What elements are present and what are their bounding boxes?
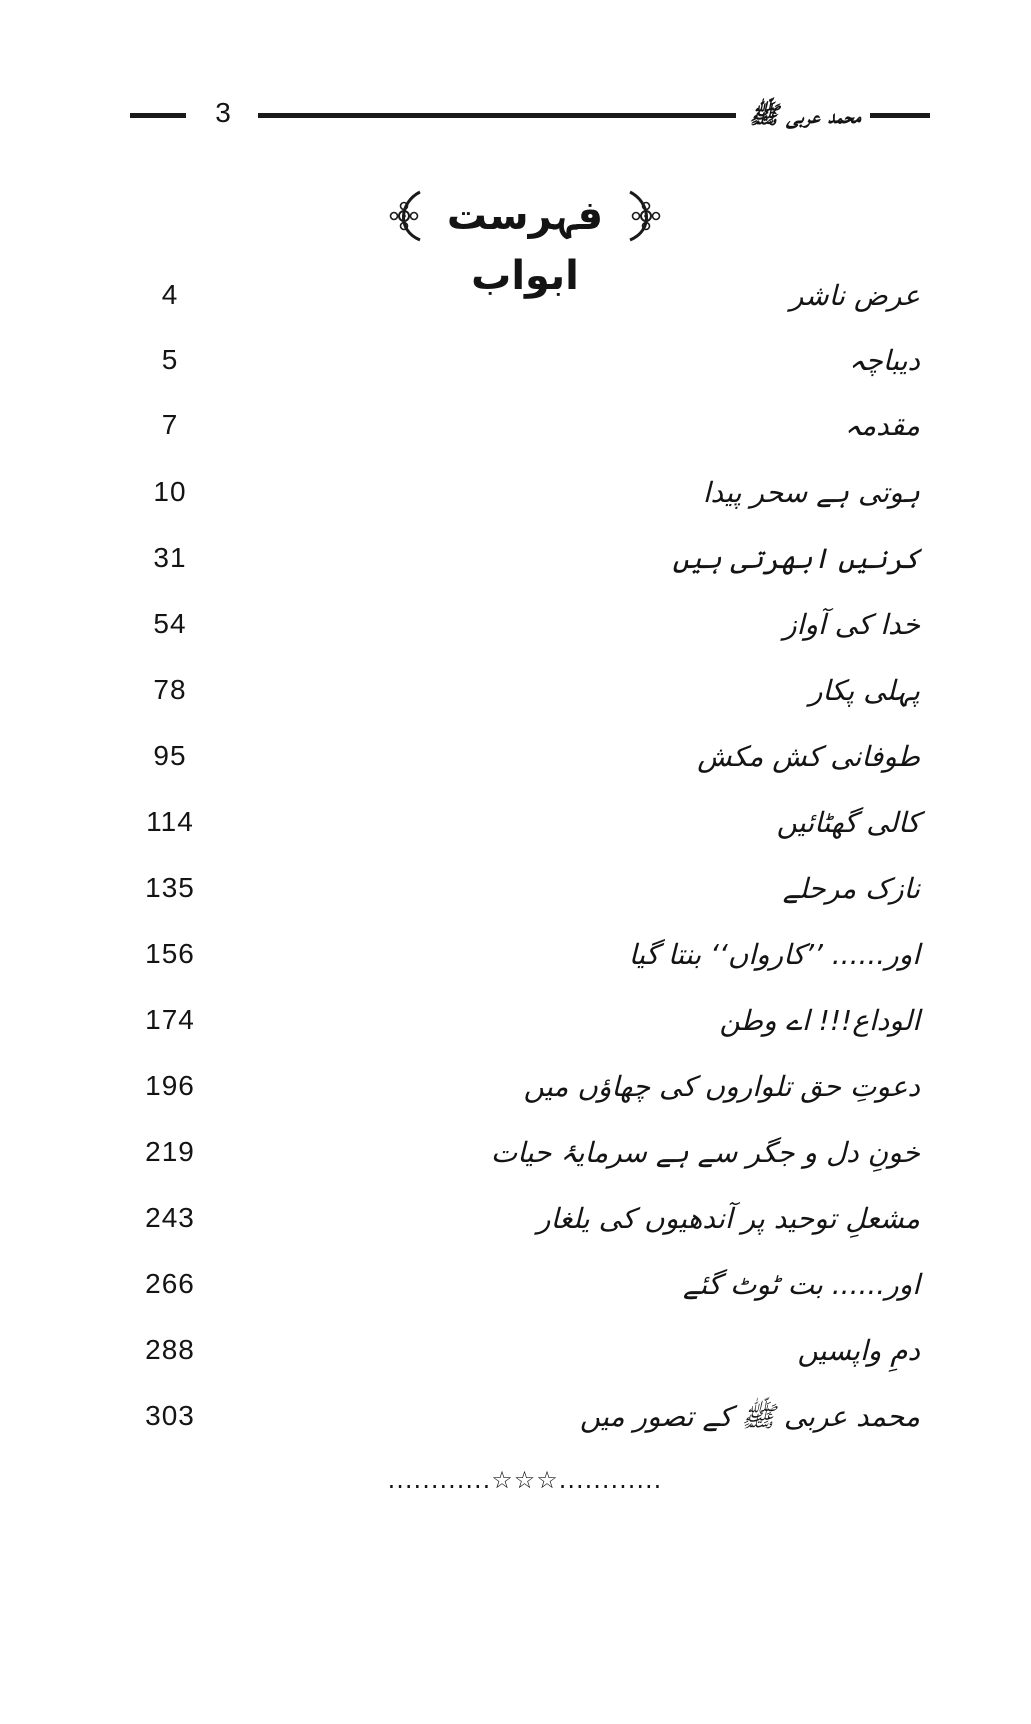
toc-chapter-title: خدا کی آواز bbox=[783, 608, 920, 641]
toc-chapter-title: اور...... بت ٹوٹ گئے bbox=[682, 1268, 920, 1301]
toc-chapter-title: نازک مرحلے bbox=[782, 872, 920, 905]
toc-page-number: 7 bbox=[161, 409, 179, 440]
toc-page-number: 78 bbox=[153, 674, 187, 705]
toc-page-number: 114 bbox=[146, 806, 194, 837]
toc-page-number: 5 bbox=[161, 344, 179, 375]
toc-page-number: 196 bbox=[145, 1070, 195, 1101]
toc-entry[interactable] bbox=[120, 1393, 920, 1443]
toc-chapter-title: محمد عربی ﷺ کے تصور میں bbox=[579, 1400, 920, 1433]
toc-entry[interactable] bbox=[120, 997, 920, 1047]
toc-entry[interactable] bbox=[120, 733, 920, 783]
toc-entry[interactable] bbox=[120, 601, 920, 651]
toc-entry[interactable] bbox=[120, 535, 920, 585]
toc-entry[interactable] bbox=[120, 469, 920, 519]
toc-chapter-title: خونِ دل و جگر سے ہے سرمایۂ حیات bbox=[490, 1136, 920, 1169]
toc-entry[interactable] bbox=[120, 272, 920, 322]
toc-entry[interactable] bbox=[120, 1195, 920, 1245]
page-number: 3 bbox=[215, 97, 231, 128]
toc-chapter-title: کرنیں ابھرتی ہیں bbox=[672, 542, 920, 575]
toc-page-number: 135 bbox=[145, 872, 195, 903]
toc-page-number: 288 bbox=[145, 1334, 195, 1365]
toc-page-number: 266 bbox=[145, 1268, 195, 1299]
toc-entry[interactable] bbox=[120, 337, 920, 387]
toc-chapter-title: مقدمہ bbox=[844, 409, 920, 442]
toc-entry[interactable] bbox=[120, 1261, 920, 1311]
toc-page-number: 10 bbox=[153, 476, 187, 507]
toc-chapter-title: دعوتِ حق تلواروں کی چھاؤں میں bbox=[523, 1070, 920, 1103]
footer-star-ornament: ............☆☆☆............ bbox=[387, 1466, 663, 1494]
toc-chapter-title: الوداع!!! اے وطن bbox=[719, 1004, 920, 1037]
toc-page-number: 4 bbox=[161, 279, 179, 310]
toc-chapter-title: اور...... ’’کارواں‘‘ بنتا گیا bbox=[628, 938, 920, 971]
toc-page-number: 54 bbox=[153, 608, 187, 639]
toc-page-number: 174 bbox=[145, 1004, 195, 1035]
toc-chapter-title: دمِ واپسیں bbox=[797, 1334, 920, 1367]
toc-chapter-title: طوفانی کش مکش bbox=[697, 740, 920, 773]
toc-chapter-title: مشعلِ توحید پر آندھیوں کی یلغار bbox=[537, 1202, 920, 1235]
toc-entry[interactable] bbox=[120, 667, 920, 717]
toc-entry[interactable] bbox=[120, 1129, 920, 1179]
toc-entry[interactable] bbox=[120, 931, 920, 981]
toc-chapter-title: عرض ناشر bbox=[789, 279, 920, 312]
toc-page-number: 156 bbox=[145, 938, 195, 969]
toc-entry[interactable] bbox=[120, 799, 920, 849]
toc-entry[interactable] bbox=[120, 402, 920, 452]
toc-entry[interactable] bbox=[120, 1063, 920, 1113]
toc-page-number: 243 bbox=[145, 1202, 195, 1233]
toc-entry[interactable] bbox=[120, 1327, 920, 1377]
toc-chapter-title: دیباچہ bbox=[849, 344, 920, 377]
page-title: فہرست ابواب bbox=[446, 193, 604, 299]
toc-page-number: 95 bbox=[153, 740, 187, 771]
toc-page-number: 303 bbox=[145, 1400, 195, 1431]
running-title: محمد عربی ﷺ bbox=[749, 101, 861, 129]
toc-page-number: 219 bbox=[145, 1136, 195, 1167]
toc-chapter-title: ہوتی ہے سحر پیدا bbox=[702, 476, 920, 509]
toc-chapter-title: کالی گھٹائیں bbox=[776, 806, 920, 839]
toc-entry[interactable] bbox=[120, 865, 920, 915]
toc-chapter-title: پہلی پکار bbox=[808, 674, 920, 707]
toc-page-number: 31 bbox=[153, 542, 187, 573]
